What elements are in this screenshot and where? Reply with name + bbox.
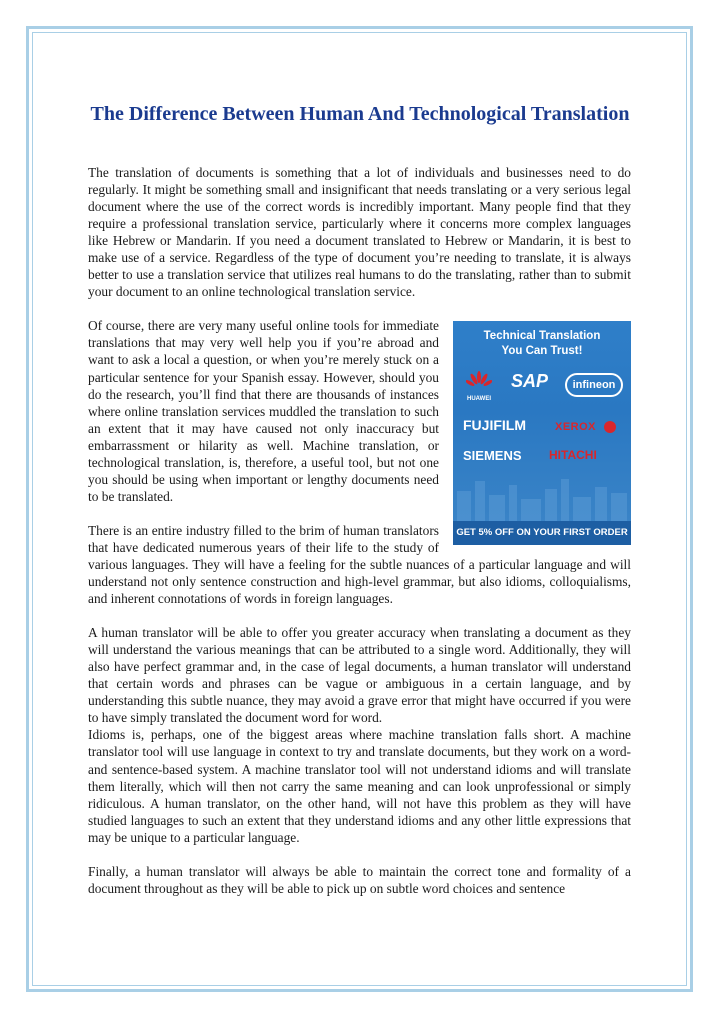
xerox-logo bbox=[555, 419, 616, 436]
paragraph-6: Finally, a human translator will always be able to maintain the correct tone and formality of a document throughout as they will be able to pick up on subtle word choices and sentence bbox=[88, 863, 631, 896]
huawei-logo bbox=[461, 371, 497, 408]
hitachi-logo: HITACHI bbox=[549, 448, 597, 463]
article-body bbox=[88, 164, 631, 914]
huawei-label: HUAWEI bbox=[467, 396, 491, 403]
ad-headline-line-1: Technical Translation bbox=[483, 330, 601, 343]
page-title: The Difference Between Human And Technological Translation bbox=[90, 103, 630, 125]
infineon-logo: infineon bbox=[565, 373, 623, 397]
siemens-logo: SIEMENS bbox=[463, 448, 522, 464]
paragraph-1: The translation of documents is something that a lot of individuals and businesses need to do regularly. It might be something small and insignificant that needs translating or a very serious legal document where the use of the correct words is incredibly important. Many people find that they require a professional translation service, particularly where it concerns more complex languages like Hebrew or Mandarin. If you need a document translated to Hebrew or Mandarin, it is best to make use of a service. Regardless of the type of document you’re needing to translate, it is always better to use a translation service that utilizes real humans to do the translating, rather than to submit your document to an online technological translation service. bbox=[88, 165, 631, 300]
xerox-ball-icon bbox=[604, 421, 616, 433]
paragraph-5: Idioms is, perhaps, one of the biggest areas where machine translation falls short. A machine translator tool will use language in context to try and translate documents, but they work on a word- and sentence-based system. A machine translator tool will not understand idioms and will translate them literally, which will then not carry the same meaning and can look unprofessional or simply ridiculous. A human translator, on the other hand, will not have this problem as they will have studied languages to such an extent that they understand idioms and any other little expressions that may be unique to a particular language. bbox=[88, 727, 631, 845]
ad-cta-button[interactable]: GET 5% OFF ON YOUR FIRST ORDER bbox=[453, 521, 631, 545]
ad-headline bbox=[453, 329, 631, 359]
advertisement-banner[interactable] bbox=[453, 321, 631, 545]
xerox-label: XEROX bbox=[555, 421, 597, 434]
fujifilm-logo: FUJIFILM bbox=[463, 417, 526, 434]
paragraph-2: Of course, there are very many useful online tools for immediate translations that may very well help you if you’re abroad and want to ask a local a question, or when you’re merely stuck on a particular sentence for your Spanish essay. However, should you do the research, you’ll find that there are thousands of instances where online translation services muddled the translation to such an extent that it may have caused not only inaccuracy but embarrassment or hilarity as well. Machine translation, or technological translation, is, therefore, a useful tool, but not one you should be using when important or lengthy documents need to be translated. bbox=[88, 318, 439, 504]
paragraph-4: A human translator will be able to offer you greater accuracy when translating a document as they will understand the various meanings that can be attributed to a single word. Additionally, they will also have perfect grammar and, in the case of legal documents, a human translator will understand that certain words and phrases can be vague or ambiguous in a certain language, and by understanding this subtle nuance, they may avoid a grave error that might have occurred if you were to have simply translated the document word for word. bbox=[88, 625, 631, 726]
huawei-flower-icon bbox=[466, 371, 492, 389]
sap-logo: SAP bbox=[511, 371, 549, 392]
city-skyline-graphic bbox=[453, 471, 631, 521]
paragraph-3: There is an entire industry filled to the brim of human translators that have dedicated numerous years of their life to the study of various languages. They will have a feeling for the subtle nuances of a particular language and will understand not only sentence construction and high-level grammar, but also idioms, colloquialisms, and inherent connotations of words in foreign languages. bbox=[88, 522, 631, 607]
ad-headline-line-2: You Can Trust! bbox=[501, 345, 583, 358]
